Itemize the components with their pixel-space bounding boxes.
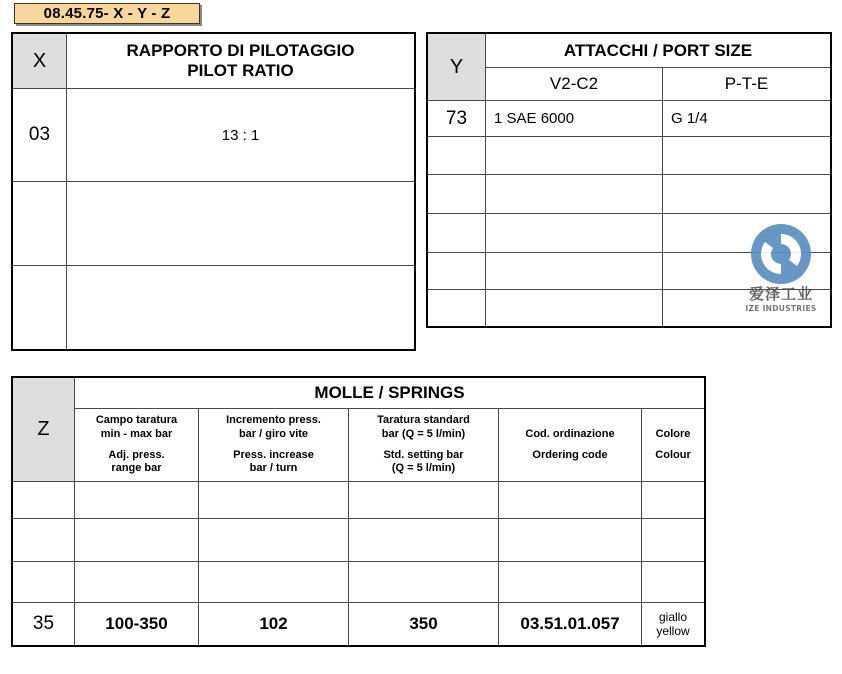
table-row <box>428 175 831 214</box>
table-row <box>428 214 831 253</box>
table-row <box>13 266 415 350</box>
table-row <box>428 290 831 327</box>
colhead-adj-press-range <box>75 409 199 482</box>
row-value-p-t-e <box>663 137 831 175</box>
row-value-v2-c2: 1 SAE 6000 <box>486 101 663 137</box>
colhead-it-line2: bar / giro vite <box>238 427 309 440</box>
colhead-en-line2: (Q = 5 l/min) <box>391 462 456 475</box>
table-row <box>428 101 831 137</box>
row-value-setting: 350 <box>349 603 499 646</box>
colhead-en-line1: Colour <box>655 448 691 461</box>
row-value-colour <box>642 603 705 646</box>
colhead-it-line2: bar (Q = 5 l/min) <box>381 427 466 440</box>
colhead-it-line2: min - max bar <box>100 427 173 440</box>
row-value-range <box>75 562 199 603</box>
table-row <box>428 137 831 175</box>
row-value-setting <box>349 519 499 562</box>
colour-it: giallo <box>658 609 688 624</box>
row-value-p-t-e <box>663 290 831 327</box>
row-key <box>13 266 67 350</box>
row-key: 03 <box>13 89 67 182</box>
column-key-x: X <box>13 34 67 89</box>
header-line-it: RAPPORTO DI PILOTAGGIO <box>126 41 355 61</box>
table-row <box>13 89 415 182</box>
row-value-ratio <box>67 266 415 350</box>
colhead-it-line1: Campo taratura <box>95 414 178 426</box>
row-key: 73 <box>428 101 486 137</box>
row-value-v2-c2 <box>486 137 663 175</box>
subheader-v2-c2: V2-C2 <box>486 68 663 101</box>
row-value-v2-c2 <box>486 253 663 290</box>
colour-en: yellow <box>656 624 690 638</box>
colhead-press-increase <box>199 409 349 482</box>
row-key <box>13 182 67 266</box>
table-row <box>13 482 705 519</box>
column-key-z: Z <box>13 378 75 482</box>
row-value-increase: 102 <box>199 603 349 646</box>
colhead-en-line1: Adj. press. <box>108 448 165 461</box>
row-value-v2-c2 <box>486 175 663 214</box>
port-size-header: ATTACCHI / PORT SIZE <box>486 34 831 68</box>
row-value-setting <box>349 482 499 519</box>
colhead-colour <box>642 409 705 482</box>
colhead-it-line1: Colore <box>655 427 691 440</box>
table-row <box>13 603 705 646</box>
colhead-en-line2: range bar <box>111 462 162 475</box>
springs-table <box>12 377 705 646</box>
row-value-v2-c2 <box>486 290 663 327</box>
colhead-std-setting <box>349 409 499 482</box>
colhead-it-line1: Cod. ordinazione <box>525 427 615 440</box>
row-value-code <box>499 562 642 603</box>
row-key <box>428 175 486 214</box>
product-code-badge <box>14 3 200 24</box>
row-value-range <box>75 519 199 562</box>
header-line-en: PILOT RATIO <box>187 61 294 80</box>
row-key <box>13 519 75 562</box>
colhead-en-line1: Std. setting bar <box>383 448 464 461</box>
product-code-label: 08.45.75- X - Y - Z <box>43 5 171 22</box>
port-size-table <box>427 33 831 327</box>
springs-header: MOLLE / SPRINGS <box>75 378 705 409</box>
row-value-code <box>499 482 642 519</box>
row-value-colour <box>642 482 705 519</box>
row-value-range: 100-350 <box>75 603 199 646</box>
row-value-colour <box>642 519 705 562</box>
column-key-y: Y <box>428 34 486 101</box>
row-value-p-t-e <box>663 214 831 253</box>
colhead-ordering-code <box>499 409 642 482</box>
table-header-row <box>13 34 415 89</box>
row-value-p-t-e <box>663 253 831 290</box>
row-value-increase <box>199 482 349 519</box>
row-key <box>428 253 486 290</box>
row-value-ratio <box>67 182 415 266</box>
table-row <box>13 562 705 603</box>
table-subheader-row <box>13 409 705 482</box>
pilot-ratio-table <box>12 33 415 350</box>
colhead-it-line1: Incremento press. <box>226 414 321 426</box>
subheader-p-t-e: P-T-E <box>663 68 831 101</box>
row-value-increase <box>199 519 349 562</box>
row-key <box>428 214 486 253</box>
row-value-colour <box>642 562 705 603</box>
row-value-ratio: 13 : 1 <box>67 89 415 182</box>
table-subheader-row <box>428 68 831 101</box>
pilot-ratio-header <box>67 34 415 89</box>
watermark-cn-text: 爱泽工业 <box>748 285 813 303</box>
row-value-range <box>75 482 199 519</box>
colhead-it-line1: Taratura standard <box>377 414 470 426</box>
row-value-code: 03.51.01.057 <box>499 603 642 646</box>
row-key <box>428 137 486 175</box>
table-row <box>13 182 415 266</box>
row-key: 35 <box>13 603 75 646</box>
colhead-en-line1: Ordering code <box>532 448 608 461</box>
table-row <box>428 253 831 290</box>
colhead-en-line2: bar / turn <box>249 462 298 475</box>
table-row <box>13 519 705 562</box>
row-value-increase <box>199 562 349 603</box>
table-header-row <box>428 34 831 68</box>
row-key <box>428 290 486 327</box>
row-value-v2-c2 <box>486 214 663 253</box>
watermark-en-text: IZE INDUSTRIES <box>745 304 817 313</box>
row-value-p-t-e: G 1/4 <box>663 101 831 137</box>
table-header-row <box>13 378 705 409</box>
row-key <box>13 562 75 603</box>
row-value-p-t-e <box>663 175 831 214</box>
row-key <box>13 482 75 519</box>
row-value-code <box>499 519 642 562</box>
row-value-setting <box>349 562 499 603</box>
colhead-en-line1: Press. increase <box>233 448 314 461</box>
